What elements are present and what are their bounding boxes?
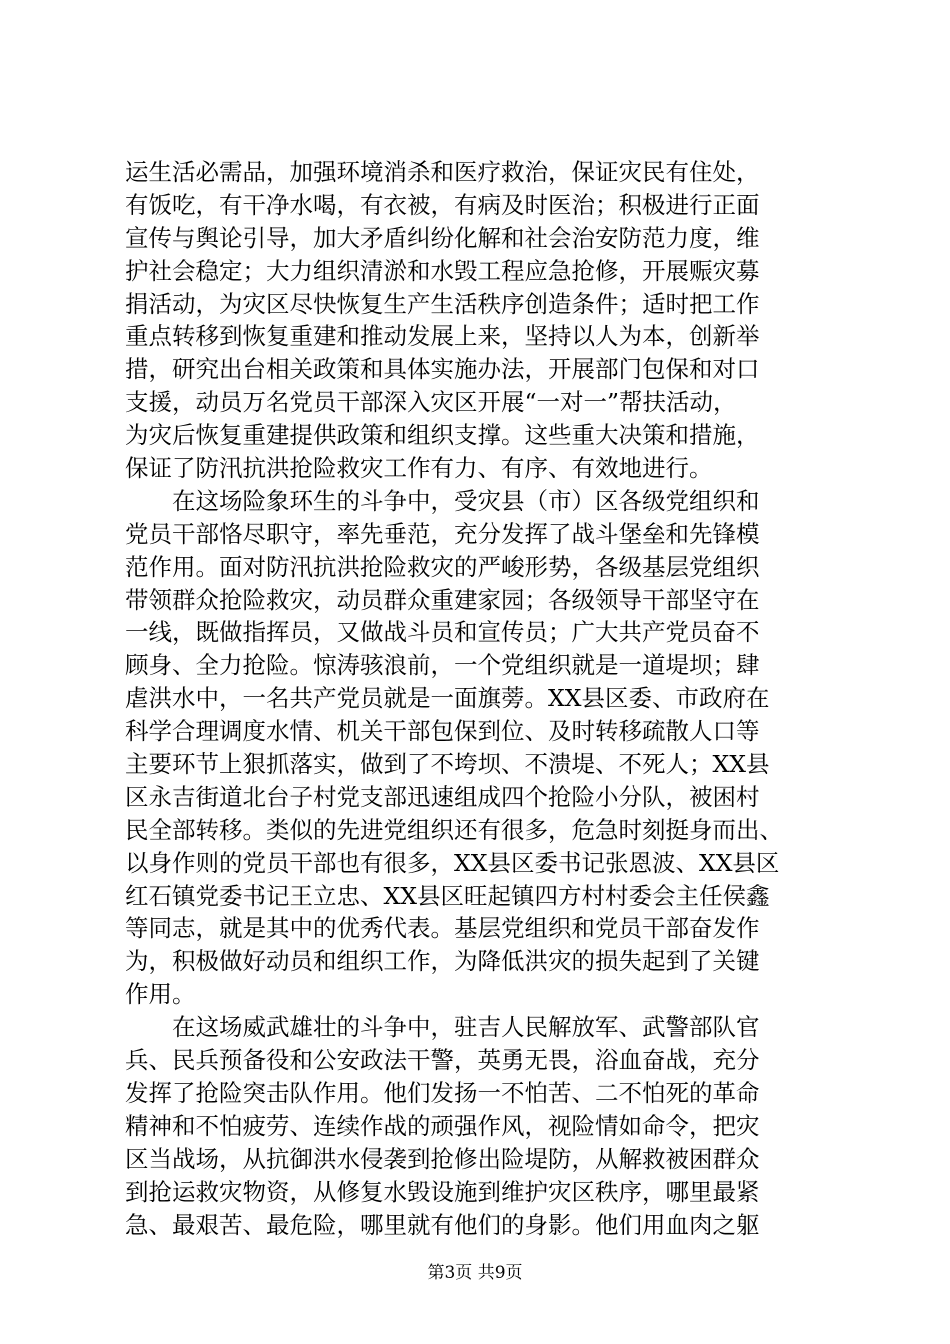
- text-line: 宣传与舆论引导，加大矛盾纠纷化解和社会治安防范力度，维: [125, 223, 760, 252]
- text-line: 一线，既做指挥员，又做战斗员和宣传员；广大共产党员奋不: [125, 618, 760, 647]
- text-line: 有饭吃，有干净水喝，有衣被，有病及时医治；积极进行正面: [125, 190, 760, 219]
- page-footer: 第3页 共9页: [427, 1263, 523, 1283]
- text-line: 到抢运救灾物资，从修复水毁设施到维护灾区秩序，哪里最紧: [125, 1177, 760, 1206]
- text-line: 保证了防汛抗洪抢险救灾工作有力、有序、有效地进行。: [125, 454, 713, 483]
- text-line: 急、最艰苦、最危险，哪里就有他们的身影。他们用血肉之躯: [125, 1210, 760, 1239]
- text-line: 在这场险象环生的斗争中，受灾县（市）区各级党组织和: [125, 486, 760, 515]
- text-line: 捐活动，为灾区尽快恢复生产生活秩序创造条件；适时把工作: [125, 289, 760, 318]
- text-line: 护社会稳定；大力组织清淤和水毁工程应急抢修，开展赈灾募: [125, 256, 760, 285]
- text-line: 民全部转移。类似的先进党组织还有很多，危急时刻挺身而出、: [125, 815, 783, 844]
- text-line: 科学合理调度水情、机关干部包保到位、及时转移疏散人口等: [125, 717, 760, 746]
- text-line: 精神和不怕疲劳、连续作战的顽强作风，视险情如命令，把灾: [125, 1111, 760, 1140]
- text-line: 等同志，就是其中的优秀代表。基层党组织和党员干部奋发作: [125, 914, 760, 943]
- text-line: 为灾后恢复重建提供政策和组织支撑。这些重大决策和措施，: [125, 421, 760, 450]
- text-line: 区当战场，从抗御洪水侵袭到抢修出险堤防，从解救被困群众: [125, 1144, 760, 1173]
- text-line: 范作用。面对防汛抗洪抢险救灾的严峻形势，各级基层党组织: [125, 552, 760, 581]
- text-line: 兵、民兵预备役和公安政法干警，英勇无畏，浴血奋战，充分: [125, 1046, 760, 1075]
- document-body: [125, 156, 830, 1241]
- text-line: 在这场威武雄壮的斗争中，驻吉人民解放军、武警部队官: [125, 1013, 760, 1042]
- text-line: 作用。: [125, 980, 196, 1009]
- text-line: 主要环节上狠抓落实，做到了不垮坝、不溃堤、不死人；XX县: [125, 750, 770, 779]
- text-line: 运生活必需品，加强环境消杀和医疗救治，保证灾民有住处，: [125, 158, 760, 186]
- text-line: 红石镇党委书记王立忠、XX县区旺起镇四方村村委会主任侯鑫: [125, 881, 770, 910]
- text-line: 以身作则的党员干部也有很多，XX县区委书记张恩波、XX县区: [125, 848, 780, 877]
- text-line: 顾身、全力抢险。惊涛骇浪前，一个党组织就是一道堤坝；肆: [125, 651, 760, 680]
- text-line: 党员干部恪尽职守，率先垂范，充分发挥了战斗堡垒和先锋模: [125, 519, 760, 548]
- text-line: 措，研究出台相关政策和具体实施办法，开展部门包保和对口: [125, 355, 760, 384]
- text-line: 发挥了抢险突击队作用。他们发扬一不怕苦、二不怕死的革命: [125, 1078, 760, 1107]
- text-line: 支援，动员万名党员干部深入灾区开展“一对一”帮扶活动，: [125, 388, 737, 417]
- text-line: 为，积极做好动员和组织工作，为降低洪灾的损失起到了关键: [125, 947, 760, 976]
- text-line: 重点转移到恢复重建和推动发展上来，坚持以人为本，创新举: [125, 322, 760, 351]
- text-line: 带领群众抢险救灾，动员群众重建家园；各级领导干部坚守在: [125, 585, 760, 614]
- text-line: 虐洪水中，一名共产党员就是一面旗蒡。XX县区委、市政府在: [125, 684, 770, 713]
- text-line: 区永吉街道北台子村党支部迅速组成四个抢险小分队，被困村: [125, 782, 760, 811]
